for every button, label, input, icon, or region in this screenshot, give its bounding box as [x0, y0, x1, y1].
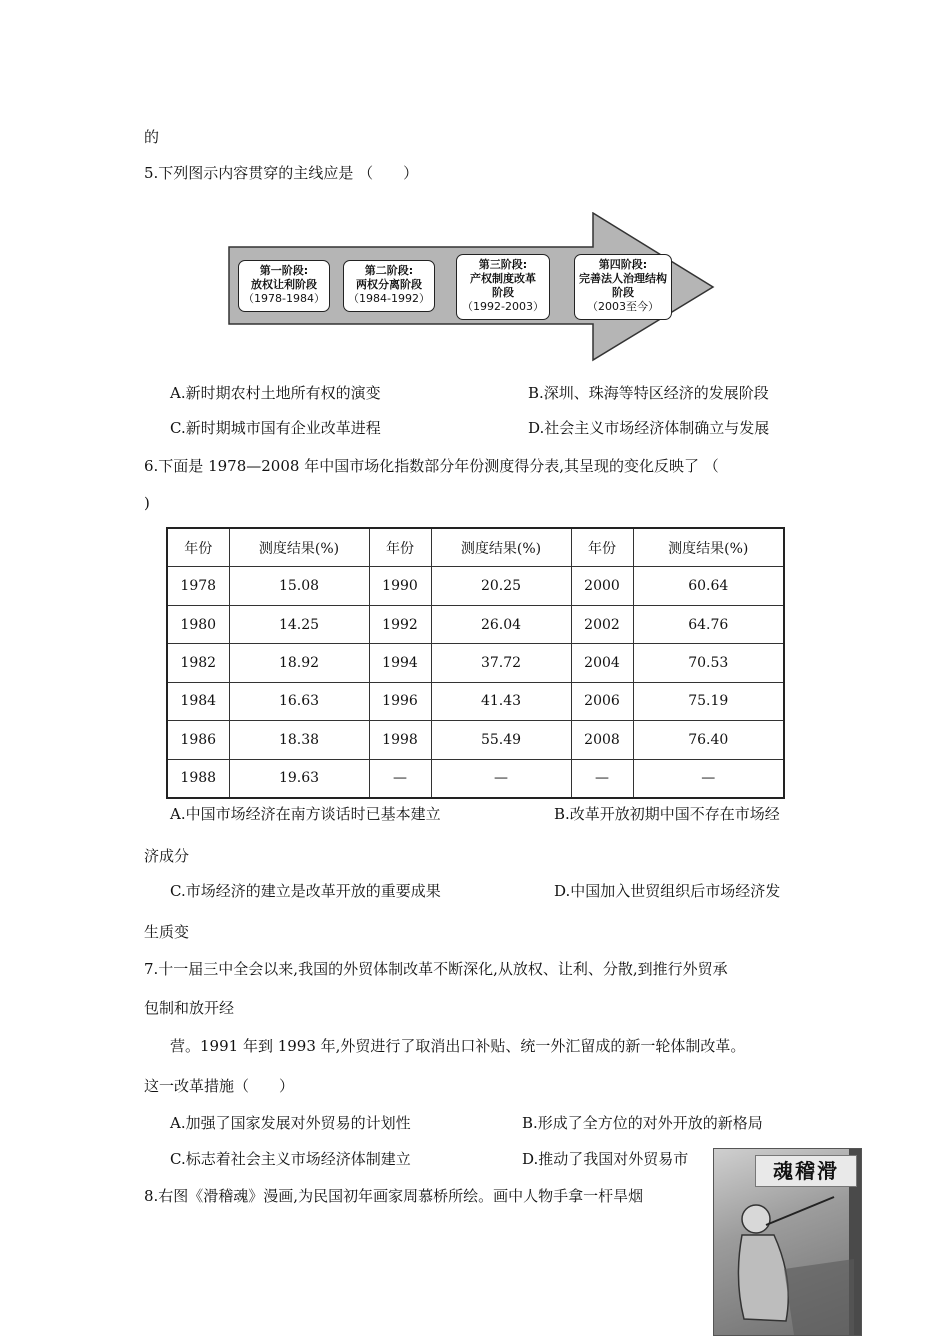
stage-4-years: （2003至今） — [587, 300, 659, 313]
question-6: 6.下面是 1978—2008 年中国市场化指数部分年份测度得分表,其呈现的变化反映了 （ — [144, 457, 719, 475]
q7-option-b: B.形成了全方位的对外开放的新格局 — [522, 1114, 763, 1132]
q6-option-c: C.市场经济的建立是改革开放的重要成果 — [170, 882, 441, 900]
question-7-text: 营。1991 年到 1993 年,外贸进行了取消出口补贴、统一外汇留成的新一轮体制改革。 — [170, 1037, 746, 1055]
question-7-cont: 包制和放开经 — [144, 999, 235, 1017]
table-cell: 2000 — [571, 567, 633, 605]
question-7: 7.十一届三中全会以来,我国的外贸体制改革不断深化,从放权、让利、分散,到推行外贸承 — [144, 960, 728, 978]
table-cell: 1982 — [167, 644, 229, 682]
cartoon-image — [713, 1148, 862, 1336]
header-cell: 测度结果(%) — [633, 528, 784, 567]
table-cell: 1992 — [369, 605, 431, 643]
table-row — [167, 759, 784, 798]
cartoon-figure — [714, 1149, 861, 1335]
table-cell: 2004 — [571, 644, 633, 682]
table-row — [167, 682, 784, 720]
cartoon-title: 魂稽滑 — [755, 1155, 857, 1187]
table-cell: 1994 — [369, 644, 431, 682]
table-cell: 1984 — [167, 682, 229, 720]
table-cell: — — [431, 759, 571, 798]
stage-1-title: 第一阶段: — [259, 264, 309, 277]
q7-option-d: D.推动了我国对外贸易市 — [522, 1150, 689, 1168]
question-7-stem: 这一改革措施（ ） — [144, 1077, 295, 1095]
table-row — [167, 644, 784, 682]
stage-4-title: 第四阶段: — [598, 258, 648, 271]
stage-1-name: 放权让利阶段 — [251, 278, 317, 291]
table-cell: 41.43 — [431, 682, 571, 720]
table-cell: 1988 — [167, 759, 229, 798]
q5-option-a: A.新时期农村土地所有权的演变 — [170, 384, 381, 402]
table-header-row — [167, 528, 784, 567]
stage-4-name: 完善法人治理结构阶段 — [579, 272, 667, 299]
table-cell: 15.08 — [229, 567, 369, 605]
table-cell: 75.19 — [633, 682, 784, 720]
table-cell: 2008 — [571, 721, 633, 759]
table-row — [167, 567, 784, 605]
stage-3-name: 产权制度改革阶段 — [470, 272, 536, 299]
question-8: 8.右图《滑稽魂》漫画,为民国初年画家周慕桥所绘。画中人物手拿一杆旱烟 — [144, 1187, 644, 1205]
table-cell: 55.49 — [431, 721, 571, 759]
stage-2-years: （1984-1992） — [348, 292, 430, 305]
table-cell: 70.53 — [633, 644, 784, 682]
reform-stages-diagram — [228, 212, 718, 362]
header-cell: 年份 — [571, 528, 633, 567]
table-cell: 2006 — [571, 682, 633, 720]
table-cell: 64.76 — [633, 605, 784, 643]
table-cell: 1978 — [167, 567, 229, 605]
q6-option-d-cont: 生质变 — [144, 923, 190, 941]
q6-option-d: D.中国加入世贸组织后市场经济发 — [554, 882, 781, 900]
table-cell: 14.25 — [229, 605, 369, 643]
stage-2-name: 两权分离阶段 — [356, 278, 422, 291]
q6-option-a: A.中国市场经济在南方谈话时已基本建立 — [170, 805, 441, 823]
question-5: 5.下列图示内容贯穿的主线应是 （ ） — [144, 164, 419, 182]
table-cell: 18.38 — [229, 721, 369, 759]
stage-2-title: 第二阶段: — [364, 264, 414, 277]
q6-option-b-cont: 济成分 — [144, 847, 190, 865]
header-cell: 年份 — [167, 528, 229, 567]
table-cell: 16.63 — [229, 682, 369, 720]
q7-option-c: C.标志着社会主义市场经济体制建立 — [170, 1150, 411, 1168]
stage-3-title: 第三阶段: — [478, 258, 528, 271]
stage-1-years: （1978-1984） — [243, 292, 325, 305]
header-cell: 测度结果(%) — [431, 528, 571, 567]
text-fragment: 的 — [144, 128, 160, 146]
table-cell: 19.63 — [229, 759, 369, 798]
header-cell: 测度结果(%) — [229, 528, 369, 567]
stage-4-box — [574, 254, 672, 320]
q5-option-b: B.深圳、珠海等特区经济的发展阶段 — [528, 384, 769, 402]
table-cell: 18.92 — [229, 644, 369, 682]
table-cell: 1986 — [167, 721, 229, 759]
table-row — [167, 605, 784, 643]
stage-3-box — [456, 254, 550, 320]
q7-option-a: A.加强了国家发展对外贸易的计划性 — [170, 1114, 411, 1132]
table-cell: 20.25 — [431, 567, 571, 605]
table-cell: 26.04 — [431, 605, 571, 643]
table-cell: 37.72 — [431, 644, 571, 682]
table-cell: 1980 — [167, 605, 229, 643]
stage-2-box — [343, 260, 435, 312]
question-6-end: ) — [144, 494, 150, 512]
table-cell: — — [369, 759, 431, 798]
table-cell: 2002 — [571, 605, 633, 643]
marketization-index-table — [166, 527, 785, 799]
table-cell: — — [633, 759, 784, 798]
q5-option-c: C.新时期城市国有企业改革进程 — [170, 419, 381, 437]
stage-1-box — [238, 260, 330, 312]
table-row — [167, 721, 784, 759]
header-cell: 年份 — [369, 528, 431, 567]
q6-option-b: B.改革开放初期中国不存在市场经 — [554, 805, 780, 823]
stage-3-years: （1992-2003） — [462, 300, 544, 313]
table-cell: 60.64 — [633, 567, 784, 605]
table-cell: — — [571, 759, 633, 798]
table-cell: 1990 — [369, 567, 431, 605]
table-cell: 1996 — [369, 682, 431, 720]
table-cell: 1998 — [369, 721, 431, 759]
q5-option-d: D.社会主义市场经济体制确立与发展 — [528, 419, 770, 437]
table-cell: 76.40 — [633, 721, 784, 759]
